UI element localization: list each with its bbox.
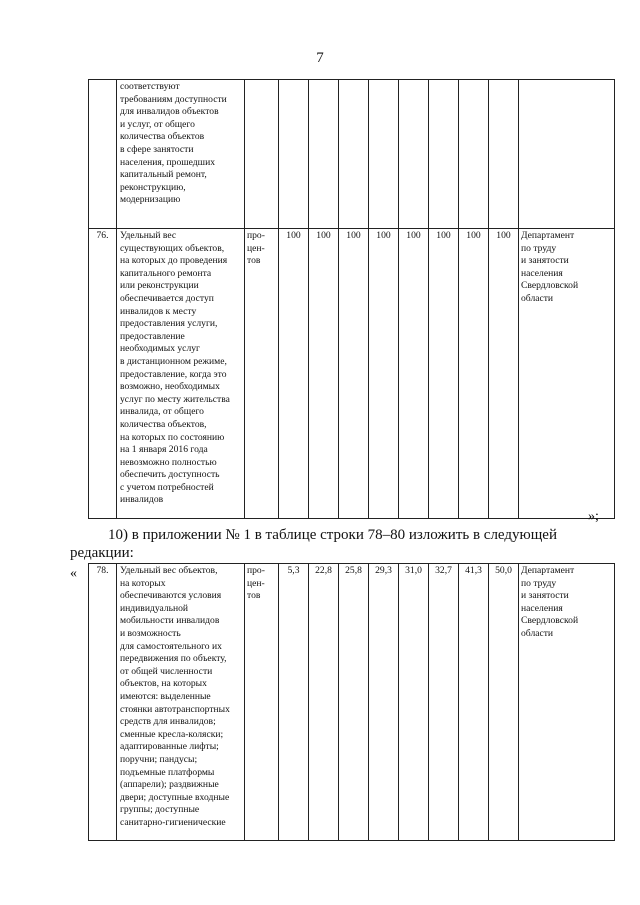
value-cell: 29,3	[369, 564, 399, 841]
value-cell	[399, 80, 429, 229]
value-cell	[309, 80, 339, 229]
value-cell: 25,8	[339, 564, 369, 841]
opening-quote: «	[70, 566, 77, 581]
indicators-table-top	[88, 79, 615, 519]
table-row	[89, 564, 615, 841]
value-cell: 100	[339, 229, 369, 519]
responsible-organization: Департамент по труду и занятости населения Свердловской области	[519, 229, 615, 519]
value-cell: 50,0	[489, 564, 519, 841]
responsible-organization: Департамент по труду и занятости населения Свердловской области	[519, 564, 615, 841]
value-cell: 100	[309, 229, 339, 519]
table-row	[89, 80, 615, 229]
row-number: 76.	[89, 229, 117, 519]
value-cell	[459, 80, 489, 229]
indicators-table-bottom	[88, 563, 615, 841]
value-cell: 100	[489, 229, 519, 519]
row-number	[89, 80, 117, 229]
page-number: 7	[316, 50, 324, 66]
value-cell	[279, 80, 309, 229]
value-cell: 22,8	[309, 564, 339, 841]
value-cell	[429, 80, 459, 229]
responsible-organization	[519, 80, 615, 229]
amendment-paragraph	[88, 527, 604, 544]
value-cell	[339, 80, 369, 229]
closing-quote: »;	[588, 509, 599, 524]
value-cell: 100	[279, 229, 309, 519]
value-cell: 100	[399, 229, 429, 519]
value-cell	[369, 80, 399, 229]
value-cell	[489, 80, 519, 229]
value-cell: 100	[369, 229, 399, 519]
indicator-description: соответствуют требованиям доступности для инвалидов объектов и услуг, от общего количества объектов в сфере занятости населения, прошедших капитальный ремонт, реконструкцию, модернизацию	[117, 80, 245, 229]
value-cell: 41,3	[459, 564, 489, 841]
amendment-continuation: редакции:	[70, 545, 134, 561]
row-number: 78.	[89, 564, 117, 841]
amendment-text: 10) в приложении № 1 в таблице строки 78–80 изложить в следующей	[108, 527, 557, 543]
indicator-description: Удельный вес объектов, на которых обеспечиваются условия индивидуальной мобильности инвалидов и возможность для самостоятельного их передвижения по объекту, от общей численности объектов, на которых имеются: выделенные стоянки автотранспортных средств для инвалидов; сменные кресла-коляски; адаптированные лифты; поручни; пандусы; подъемные платформы (аппарели); раздвижные двери; доступные входные группы; доступные санитарно-гигиенические	[117, 564, 245, 841]
value-cell: 100	[429, 229, 459, 519]
table-row	[89, 229, 615, 519]
unit-cell: про- цен- тов	[245, 564, 279, 841]
value-cell: 32,7	[429, 564, 459, 841]
value-cell: 31,0	[399, 564, 429, 841]
value-cell: 100	[459, 229, 489, 519]
unit-cell: про- цен- тов	[245, 229, 279, 519]
value-cell: 5,3	[279, 564, 309, 841]
unit-cell	[245, 80, 279, 229]
indicator-description: Удельный вес существующих объектов, на которых до проведения капитального ремонта или реконструкции обеспечивается доступ инвалидов к месту предоставления услуги, предоставление необходимых услуг в дистанционном режиме, предоставление, когда это возможно, необходимых услуг по месту жительства инвалида, от общего количества объектов, на которых по состоянию на 1 января 2016 года невозможно полностью обеспечить доступность с учетом потребностей инвалидов	[117, 229, 245, 519]
